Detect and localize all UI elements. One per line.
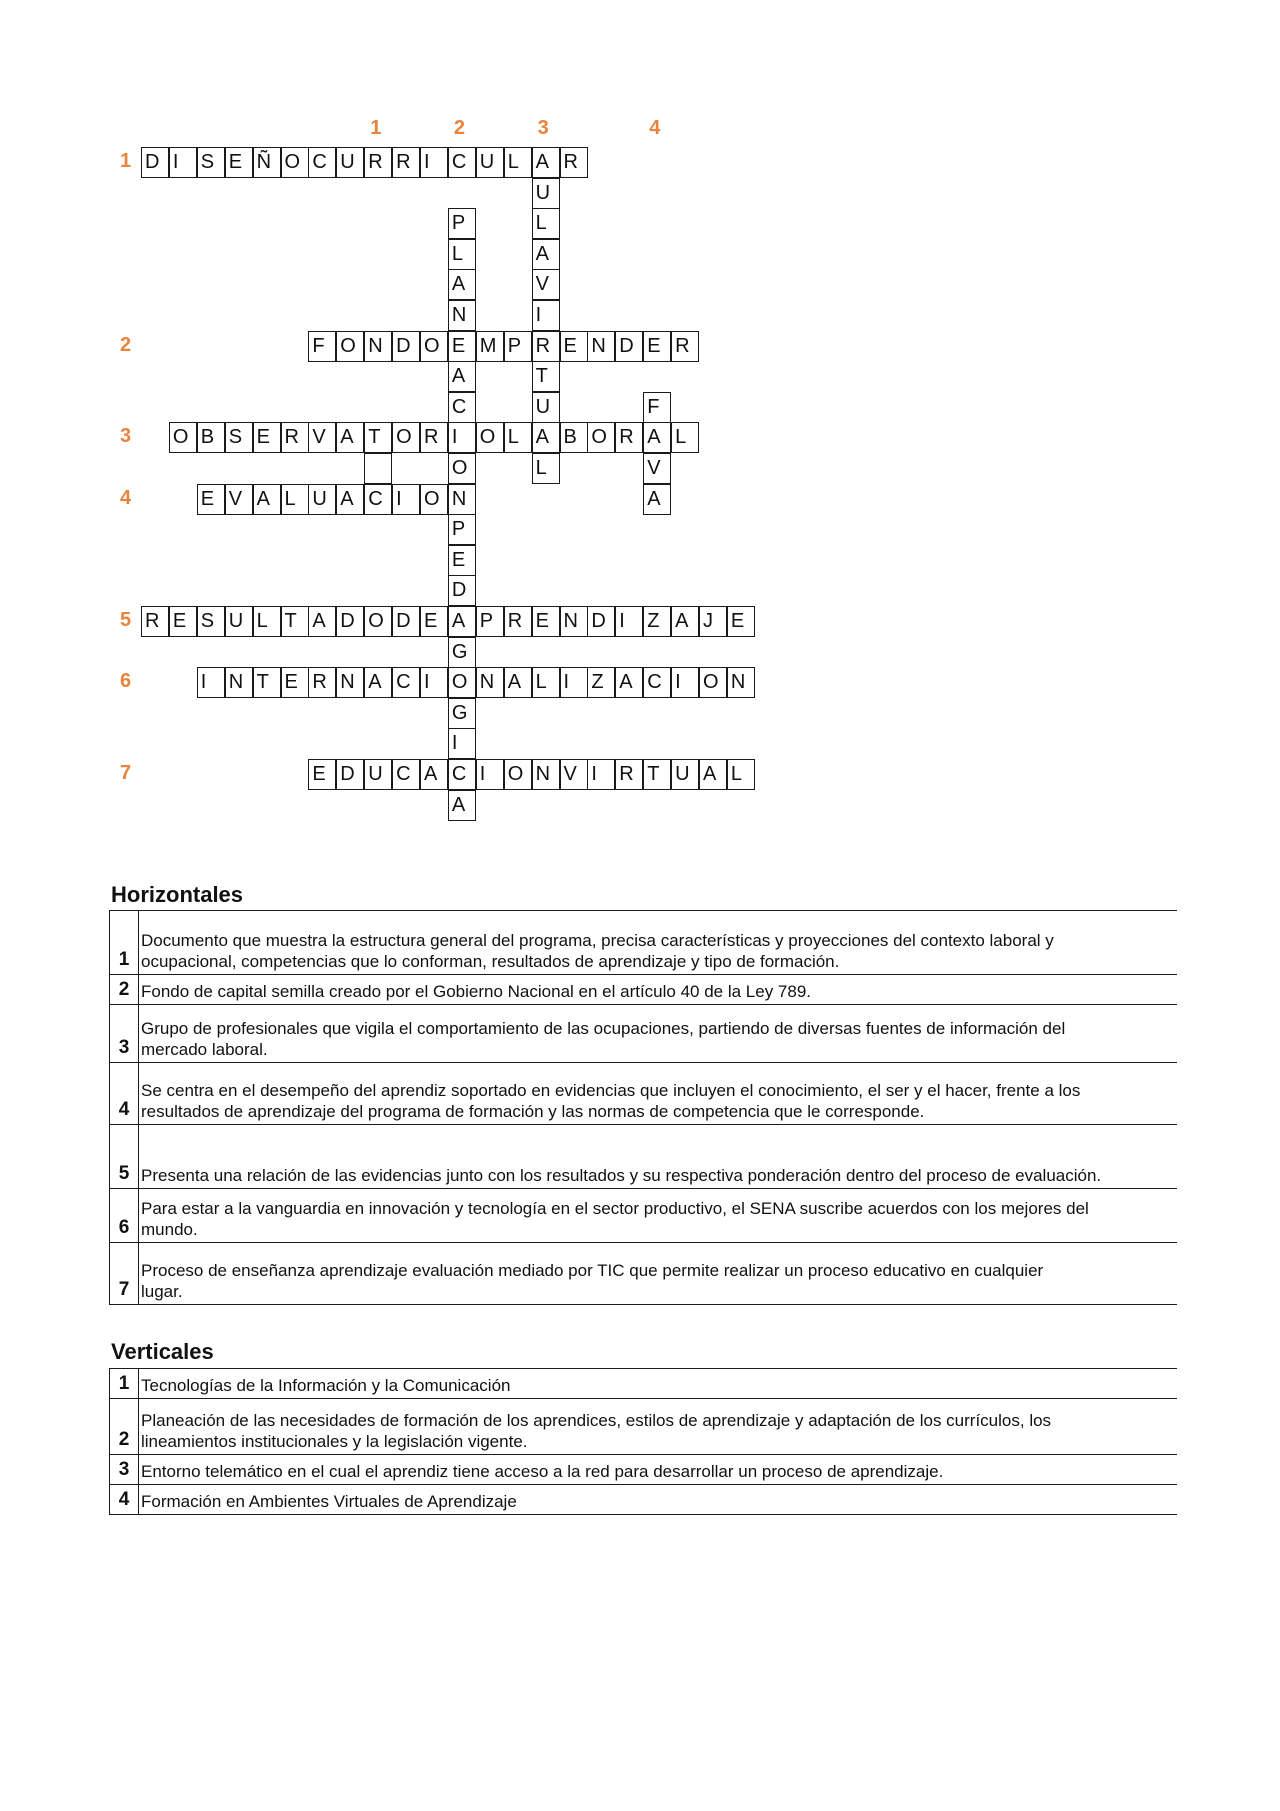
clue-row	[110, 1485, 1178, 1515]
crossword-cell: R	[671, 331, 699, 362]
crossword-cell: D	[336, 606, 364, 637]
crossword-cell: E	[448, 331, 476, 362]
crossword-cell: A	[671, 606, 699, 637]
crossword-cell: E	[281, 667, 309, 698]
crossword-cell: T	[643, 759, 671, 790]
crossword-cell: Ñ	[253, 147, 281, 178]
crossword-cell: A	[699, 759, 727, 790]
crossword-cell: I	[560, 667, 588, 698]
clue-line: mundo.	[141, 1220, 198, 1239]
clue-line: resultados de aprendizaje del programa de formación y las normas de competencia que le corresponde.	[141, 1102, 925, 1121]
crossword-cell: T	[281, 606, 309, 637]
crossword-cell: O	[587, 422, 615, 453]
crossword-cell: U	[532, 178, 560, 209]
crossword-cell: N	[448, 300, 476, 331]
clue-row	[110, 1399, 1178, 1455]
crossword-cell: C	[448, 392, 476, 423]
crossword-cell: R	[504, 606, 532, 637]
crossword-cell: U	[336, 147, 364, 178]
crossword-cell: L	[532, 453, 560, 484]
crossword-cell: O	[392, 422, 420, 453]
clue-text	[139, 1125, 1178, 1189]
crossword-cell: A	[615, 667, 643, 698]
crossword-cell: V	[560, 759, 588, 790]
crossword-cell: R	[615, 422, 643, 453]
clue-text	[139, 1005, 1178, 1063]
crossword-cell: N	[225, 667, 253, 698]
clue-line: ocupacional, competencias que lo conforman, resultados de aprendizaje y tipo de formación.	[141, 952, 840, 971]
crossword-cell: P	[504, 331, 532, 362]
crossword-cell: V	[308, 422, 336, 453]
crossword-cell: O	[169, 422, 197, 453]
crossword-cell: A	[336, 484, 364, 515]
clue-row	[110, 1005, 1178, 1063]
clue-text	[139, 1063, 1178, 1125]
crossword-cell: D	[448, 575, 476, 606]
crossword-cell: E	[448, 545, 476, 576]
crossword-cell: V	[532, 269, 560, 300]
row-number: 5	[120, 609, 132, 631]
clue-line: Planeación de las necesidades de formación de los aprendices, estilos de aprendizaje y adaptación de los currículos, los	[141, 1411, 1052, 1430]
clue-number: 1	[110, 1369, 139, 1399]
crossword-cell: R	[615, 759, 643, 790]
crossword-cell: A	[448, 269, 476, 300]
clue-number: 2	[110, 1399, 139, 1455]
crossword-cell: L	[448, 239, 476, 270]
crossword-cell: S	[197, 606, 225, 637]
clue-row	[110, 1125, 1178, 1189]
crossword-cell: G	[448, 698, 476, 729]
crossword-cell: U	[225, 606, 253, 637]
row-number: 3	[120, 425, 132, 448]
clue-row	[110, 911, 1178, 975]
crossword-cell: A	[448, 361, 476, 392]
crossword-cell: Z	[643, 606, 671, 637]
crossword-cell: O	[504, 759, 532, 790]
crossword-cell: E	[532, 606, 560, 637]
clue-number: 3	[110, 1455, 139, 1485]
crossword-cell: I	[197, 667, 225, 698]
clue-text	[139, 1455, 1178, 1485]
crossword-cell: B	[197, 422, 225, 453]
crossword-cell: A	[336, 422, 364, 453]
crossword-cell: C	[643, 667, 671, 698]
crossword-cell: L	[504, 422, 532, 453]
crossword-cell: E	[197, 484, 225, 515]
column-number: 2	[453, 117, 466, 139]
crossword-cell: A	[532, 147, 560, 178]
clue-text	[139, 975, 1178, 1005]
crossword-cell: A	[448, 790, 476, 821]
crossword-cell: E	[225, 147, 253, 178]
crossword-cell: A	[308, 606, 336, 637]
crossword-cell: O	[336, 331, 364, 362]
crossword-cell: R	[364, 147, 392, 178]
clue-row	[110, 1455, 1178, 1485]
row-number: 7	[120, 762, 132, 784]
crossword-cell: L	[532, 208, 560, 239]
crossword-cell: O	[364, 606, 392, 637]
crossword-cell: E	[308, 759, 336, 790]
crossword-cell: I	[420, 147, 448, 178]
clue-text	[139, 1243, 1178, 1305]
clue-number: 4	[110, 1063, 139, 1125]
crossword-cell: I	[532, 300, 560, 331]
crossword-cell: R	[420, 422, 448, 453]
crossword-cell: O	[420, 484, 448, 515]
crossword-cell: T	[364, 422, 392, 453]
crossword-cell: I	[169, 147, 197, 178]
clue-line: lineamientos institucionales y la legislación vigente.	[141, 1432, 528, 1451]
crossword-cell: C	[308, 147, 336, 178]
clue-text	[139, 1369, 1178, 1399]
crossword-cell: T	[532, 361, 560, 392]
clue-number: 4	[110, 1485, 139, 1515]
row-number: 2	[120, 333, 132, 356]
crossword-cell: A	[253, 484, 281, 515]
crossword-cell: O	[448, 667, 476, 698]
crossword-cell: A	[643, 422, 671, 453]
crossword-cell: V	[643, 453, 671, 484]
crossword-cell: D	[615, 331, 643, 362]
clue-number: 1	[110, 911, 139, 975]
crossword-cell: N	[587, 331, 615, 362]
crossword-cell: I	[476, 759, 504, 790]
crossword-cell: L	[253, 606, 281, 637]
crossword-cell: N	[727, 667, 755, 698]
crossword-cell: A	[448, 606, 476, 637]
crossword-cell: E	[169, 606, 197, 637]
crossword-cell: D	[392, 331, 420, 362]
clue-line: mercado laboral.	[141, 1040, 268, 1059]
clue-text	[139, 911, 1178, 975]
clue-row	[110, 1063, 1178, 1125]
clue-line: Fondo de capital semilla creado por el Gobierno Nacional en el artículo 40 de la Ley 789.	[141, 982, 812, 1001]
crossword-cell: T	[253, 667, 281, 698]
column-number: 1	[370, 117, 382, 139]
clue-row	[110, 1369, 1178, 1399]
crossword-cell: E	[560, 331, 588, 362]
crossword-cell: A	[504, 667, 532, 698]
crossword-cell: D	[587, 606, 615, 637]
crossword-cell: C	[448, 759, 476, 790]
crossword-cell: U	[476, 147, 504, 178]
crossword-cell: M	[476, 331, 504, 362]
crossword-cell: A	[532, 239, 560, 270]
crossword-cell: I	[448, 422, 476, 453]
clue-row	[110, 975, 1178, 1005]
crossword-cell: C	[392, 667, 420, 698]
clue-line: Proceso de enseñanza aprendizaje evaluación mediado por TIC que permite realizar un proceso educativo en cualquier	[141, 1261, 1044, 1280]
crossword-cell: I	[671, 667, 699, 698]
crossword-cell: Z	[587, 667, 615, 698]
crossword-cell: O	[699, 667, 727, 698]
crossword-cell: I	[392, 484, 420, 515]
crossword-cell: E	[420, 606, 448, 637]
crossword-cell: R	[281, 422, 309, 453]
clue-number: 7	[110, 1243, 139, 1305]
crossword-cell: L	[504, 147, 532, 178]
crossword-cell: N	[448, 484, 476, 515]
crossword-cell: C	[364, 484, 392, 515]
clue-line: Para estar a la vanguardia en innovación y tecnología en el sector productivo, el SENA suscribe acuerdos con los mejores del	[141, 1199, 1089, 1218]
crossword-cell: V	[225, 484, 253, 515]
clue-number: 6	[110, 1189, 139, 1243]
clue-row	[110, 1189, 1178, 1243]
crossword-cell: N	[476, 667, 504, 698]
crossword-cell: U	[364, 759, 392, 790]
crossword-cell: A	[420, 759, 448, 790]
crossword-cell: O	[420, 331, 448, 362]
crossword-cell: N	[532, 759, 560, 790]
clue-text	[139, 1189, 1178, 1243]
crossword-cell: A	[364, 667, 392, 698]
clue-number: 2	[110, 975, 139, 1005]
crossword-grid	[0, 0, 1280, 840]
crossword-cell: P	[448, 514, 476, 545]
crossword-cell: F	[308, 331, 336, 362]
crossword-cell: C	[392, 759, 420, 790]
crossword-cell: R	[308, 667, 336, 698]
crossword-cell: R	[560, 147, 588, 178]
crossword-cell: S	[225, 422, 253, 453]
crossword-cell: U	[671, 759, 699, 790]
clue-line: Formación en Ambientes Virtuales de Aprendizaje	[141, 1492, 517, 1511]
crossword-cell: C	[448, 147, 476, 178]
crossword-cell: R	[141, 606, 169, 637]
crossword-cell: O	[448, 453, 476, 484]
clue-line: Documento que muestra la estructura general del programa, precisa características y proyecciones del contexto laboral y	[141, 931, 1054, 950]
horizontales-clue-table	[109, 910, 1177, 1305]
crossword-cell: N	[560, 606, 588, 637]
crossword-cell: E	[727, 606, 755, 637]
clue-number: 3	[110, 1005, 139, 1063]
crossword-cell: R	[532, 331, 560, 362]
row-number: 4	[120, 486, 132, 509]
crossword-cell: F	[643, 392, 671, 423]
crossword-cell: J	[699, 606, 727, 637]
column-number: 3	[537, 117, 549, 139]
verticales-heading: Verticales	[111, 1339, 214, 1364]
crossword-cell: A	[532, 422, 560, 453]
row-number: 6	[120, 670, 132, 693]
crossword-cell: P	[448, 208, 476, 239]
crossword-cell: D	[141, 147, 169, 178]
clue-number: 5	[110, 1125, 139, 1189]
clue-row	[110, 1243, 1178, 1305]
crossword-cell: N	[364, 331, 392, 362]
clue-line: Tecnologías de la Información y la Comunicación	[141, 1376, 511, 1395]
verticales-clue-table	[109, 1368, 1177, 1515]
crossword-cell: R	[392, 147, 420, 178]
crossword-cell: I	[420, 667, 448, 698]
horizontales-heading: Horizontales	[111, 882, 244, 907]
crossword-cell: P	[476, 606, 504, 637]
crossword-cell: O	[281, 147, 309, 178]
clue-line: lugar.	[141, 1282, 183, 1301]
crossword-cell: L	[281, 484, 309, 515]
clue-line: Grupo de profesionales que vigila el comportamiento de las ocupaciones, partiendo de diversas fuentes de información del	[141, 1019, 1066, 1038]
crossword-cell: L	[671, 422, 699, 453]
crossword-cell: I	[615, 606, 643, 637]
crossword-cell: E	[253, 422, 281, 453]
crossword-cell: L	[727, 759, 755, 790]
crossword-cell: S	[197, 147, 225, 178]
crossword-cell: O	[476, 422, 504, 453]
crossword-cell: U	[532, 392, 560, 423]
crossword-cell: I	[448, 728, 476, 759]
crossword-cell: D	[392, 606, 420, 637]
clue-text	[139, 1399, 1178, 1455]
clue-line: Presenta una relación de las evidencias junto con los resultados y su respectiva ponderación dentro del proceso de evaluación.	[141, 1166, 1102, 1185]
crossword-cell: L	[532, 667, 560, 698]
crossword-cell: G	[448, 637, 476, 668]
crossword-cell: I	[587, 759, 615, 790]
crossword-cell: B	[560, 422, 588, 453]
clue-line: Entorno telemático en el cual el aprendiz tiene acceso a la red para desarrollar un proceso de aprendizaje.	[141, 1462, 944, 1481]
crossword-cell: D	[336, 759, 364, 790]
crossword-cell: U	[308, 484, 336, 515]
crossword-cell: E	[643, 331, 671, 362]
clue-text	[139, 1485, 1178, 1515]
crossword-cell	[364, 453, 392, 484]
row-number: 1	[120, 150, 132, 172]
crossword-cell: N	[336, 667, 364, 698]
crossword-cell: A	[643, 484, 671, 515]
clue-line: Se centra en el desempeño del aprendiz soportado en evidencias que incluyen el conocimiento, el ser y el hacer, frente a los	[141, 1081, 1081, 1100]
column-number: 4	[649, 117, 661, 139]
